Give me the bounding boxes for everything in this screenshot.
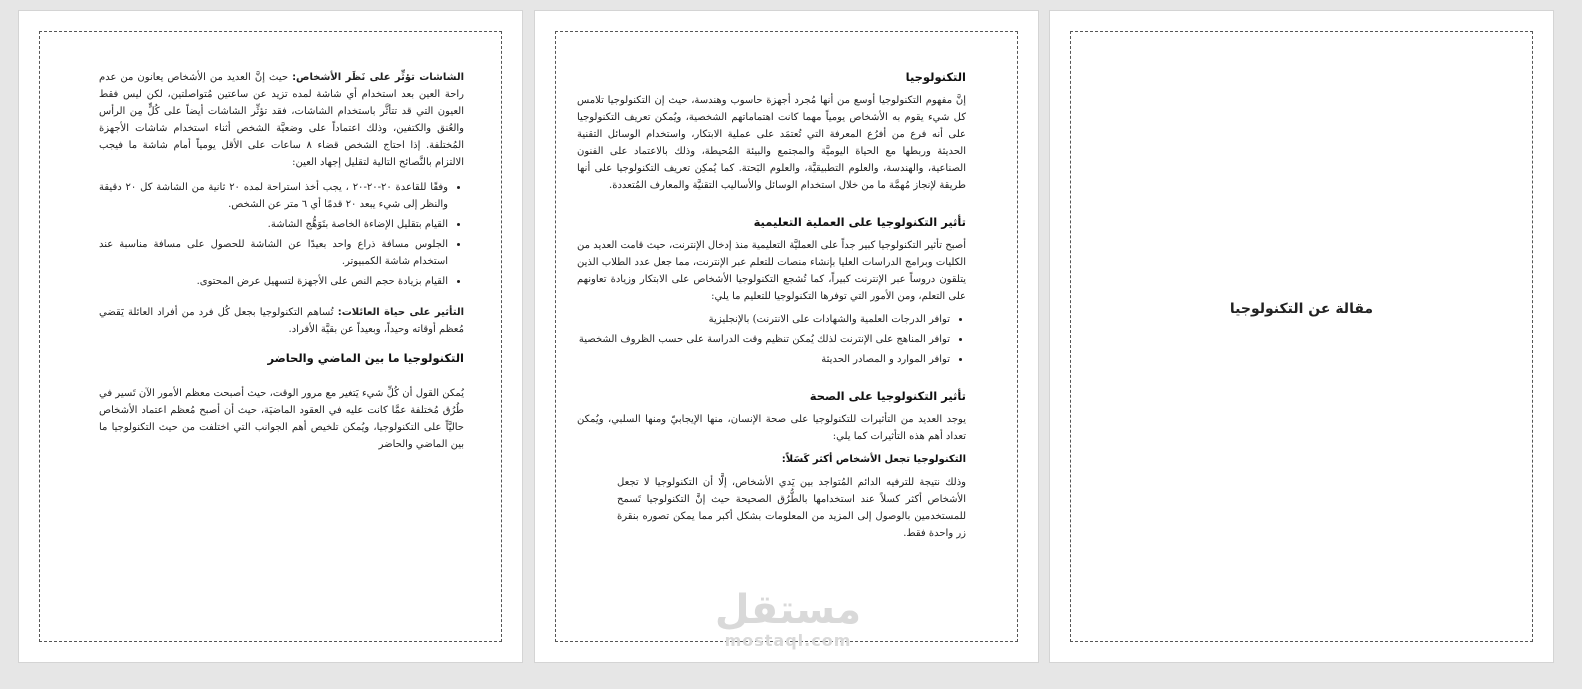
- subheading-laziness: التكنولوجيا تجعل الأشخاص أكثر كَسَلاً:: [781, 454, 966, 465]
- watermark-arabic: مستقل: [714, 587, 862, 633]
- page-3-content: [99, 69, 464, 453]
- list-item: • توافر الموارد و المصادر الحديثة: [577, 351, 950, 368]
- paragraph-text: تُساهم التكنولوجيا بجعل كُل فرد من أفراد العائلة يَقضي مُعظم أوقاته وحيداً، وبعيداً عن بقيَّة الأفراد.: [99, 307, 464, 335]
- page-border: [1070, 31, 1533, 642]
- paragraph-past-present: يُمكن القول أن كُلِّ شيء يَتغير مع مرور الوقت، حيث أصبحت معظم الأمور الآن تَسير في طُرُق مُختلفة عمَّا كانت عليه في العقود الماضيَة، حيث أن أصبح مُعظم اعتماد الأشخاص حاليَّاً على التكنولوجيا، ويُمكن تلخيص أهم الجوانب التي اختلفت من حيث التكنولوجيا ما بين الماضي والحاضر: [99, 388, 464, 450]
- paragraph-health: يوجد العديد من التأثيرات للتكنولوجيا على صحة الإنسان، منها الإيجابيّ ومنها السلبي، ويُمكن تعداد أهم هذه التأثيرات كما يلي:: [577, 414, 966, 442]
- heading-education: تأثير التكنولوجيا على العملية التعليمية: [753, 215, 966, 229]
- eye-tips-list: [99, 179, 464, 290]
- list-item: • توافر الدرجات العلمية والشهادات على الانترنت) بالإنجليزية: [577, 311, 950, 328]
- paragraph-text: حيث إنَّ العديد من الأشخاص يعانون من عدم راحة العين بعد استخدام أي شاشة لمده تزيد عن ساعتين مُتواصلتين، لكن ليس فقط العيون التي قد تتأثَّر باستخدام الشاشات، فقد تؤثِّر الشاشات أيضاً على كُلٍّ مِن الرأس والعُنق والكتفين، وذلك اعتماداً على وضعيَّة الشخص أثناء استخدام شاشات الأجهزة المُختلفة. إذا احتاج الشخص قضاء ٨ ساعات على الأقل يومياً أمام شاشة ما فيجب الالتزام بالنَّصائح التالية لتقليل إجهاد العين:: [99, 72, 464, 168]
- paragraph-laziness: وذلك نتيجة للترفيه الدائم المُتواجد بين يَدي الأشخاص، إلَّا أن التكنولوجيا لا تجعل الأشخاص أكثر كسلاً عند استخدامها بالطُّرُق الصحيحة حيث إنَّ التكنولوجيا تَسمح للمستخدمين بالوصول إلى المزيد من المعلومات بشكل أكبر مما يمكن تصوره بنقرة زر واحدة فقط.: [617, 477, 966, 539]
- heading-technology: التكنولوجيا: [905, 70, 966, 84]
- list-item: • الجلوس مسافة ذراع واحد بعيدًا عن الشاشة للحصول على مسافة مناسبة عند استخدام شاشة الكمبيوتر.: [99, 236, 448, 270]
- list-item: • توافر المناهج على الإنترنت لذلك يُمكن تنظيم وقت الدراسة على حسب الظروف الشخصية: [577, 331, 950, 348]
- document-page-1-cover: [1049, 10, 1554, 663]
- paragraph-education: أصبح تأثير التكنولوجيا كبير جداً على العمليَّة التعليمية منذ إدخال الإنترنت، حيث قامت العديد من الكليات وبرامج الدراسات العليا بإنشاء منصات للتعلم عبر الإنترنت، مما جعل عدد الطلاب الذين يتلقون دروساً عبر الإنترنت كبيراً، كما تُشجع التكنولوجيا الأشخاص على الابتكار وزيادة تعاونهم على التعلم، ومن الأمور التي توفرها التكنولوجيا للتعليم ما يلي:: [577, 240, 966, 302]
- paragraph-families: [99, 304, 464, 338]
- paragraph-screens: [99, 69, 464, 171]
- heading-past-present: التكنولوجيا ما بين الماضي والحاضر: [267, 351, 464, 365]
- document-page-3: [18, 10, 523, 663]
- list-item: • القيام بزيادة حجم النص على الأجهزة لتسهيل عرض المحتوى.: [99, 273, 448, 290]
- heading-health: تأثير التكنولوجيا على الصحة: [809, 389, 966, 403]
- paragraph-definition: إنَّ مفهوم التكنولوجيا أوسع من أنها مُجرد أجهزة حاسوب وهندسة، حيث إن التكنولوجيا تلامس كل شيء يقوم به الأشخاص يومياً مهما كانت اهتماماتهم الشخصية، ويُمكن تعريف التكنولوجيا على أنه فرع من أفرُع المعرفة التي تُعتمَد على عملية الابتكار، واستخدام الوسائل التقنية الحديثة وربطها مع الحياة اليوميَّة والمجتمع والبيئة المُحيطة، وذلك بالاعتماد على الفنون الصناعية، والهندسة، والعلوم التطبيقيَّة، والعلوم البَحتة. كما يُمكِن تعريف التكنولوجيا على أنها طريقة لإنجاز مُهمَّة ما من خلال استخدام الوسائل والأساليب التقنيَّة والمعارف المُتعددة.: [577, 95, 966, 191]
- page-2-content: [577, 69, 966, 542]
- paragraph-lead: الشاشات تؤثِّر على نَظَر الأشخاص:: [292, 72, 465, 83]
- list-item: • القيام بتقليل الإضاءة الخاصة بتَوَهُّج الشاشة.: [99, 216, 448, 233]
- education-list: [577, 311, 966, 368]
- list-item: • وفقًا للقاعدة ٢٠-٢٠-٢٠ ، يجب أخذ استراحة لمده ٢٠ ثانية من الشاشة كل ٢٠ دقيقة والنظر إلى شيء يبعد ٢٠ قدمًا أي ٦ متر عن الشخص.: [99, 179, 448, 213]
- document-page-2: [534, 10, 1039, 663]
- cover-title: مقالة عن التكنولوجيا: [1229, 301, 1374, 317]
- watermark-latin: mostaql.com: [724, 631, 852, 650]
- paragraph-lead: التأثير على حياة العائلات:: [337, 307, 464, 318]
